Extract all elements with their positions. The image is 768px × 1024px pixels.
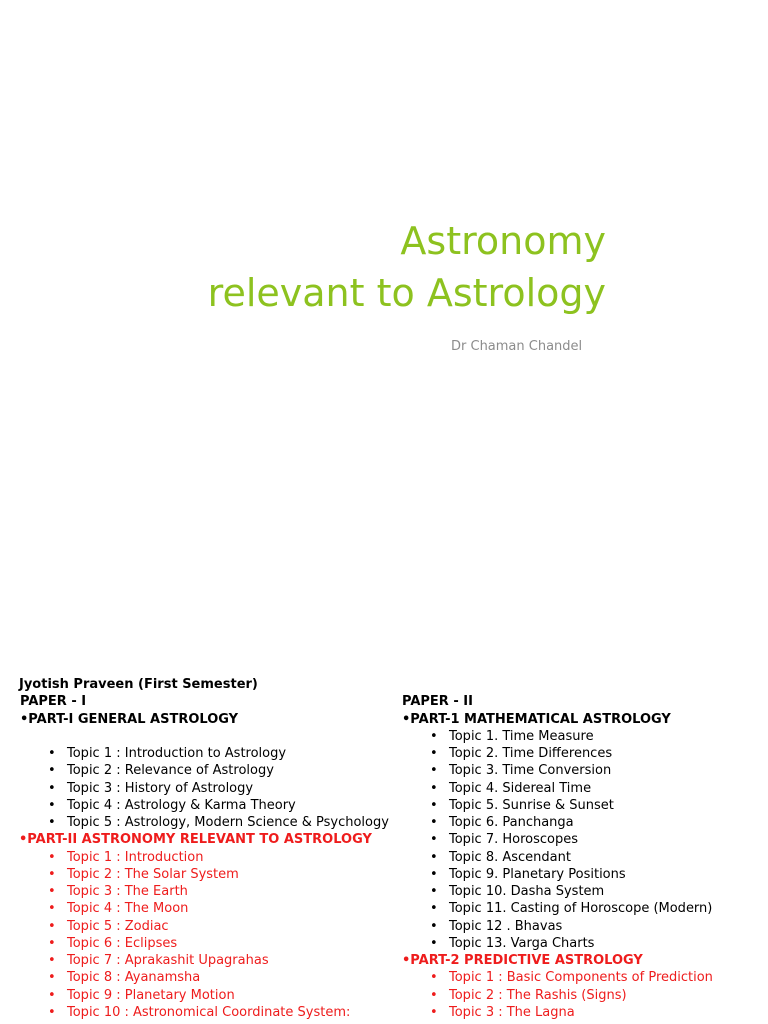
list-item — [19, 935, 389, 952]
list-item — [402, 883, 762, 900]
bullet-icon: • — [430, 849, 438, 865]
topic-label: Topic 6 : Eclipses — [67, 935, 178, 951]
list-item — [19, 866, 389, 883]
course-title: Jyotish Praveen (First Semester) — [19, 677, 258, 692]
bullet-icon: • — [430, 884, 438, 899]
topic-label: Topic 2 : The Solar System — [67, 866, 239, 882]
list-item — [402, 814, 762, 831]
topic-label: Topic 6. Panchanga — [449, 815, 574, 830]
list-item — [402, 797, 762, 814]
paper-1-part-1-topics — [19, 745, 389, 831]
syllabus-slide — [0, 676, 768, 1024]
bullet-icon: • — [48, 970, 56, 986]
list-item — [19, 780, 389, 797]
bullet-icon: • — [48, 901, 56, 917]
paper-1-heading: PAPER - I — [20, 694, 87, 710]
list-item — [402, 935, 762, 952]
bullet-icon: • — [48, 935, 56, 951]
paper-1-part-2-topics — [19, 849, 389, 1022]
topic-label: Topic 11. Casting of Horoscope (Modern) — [449, 901, 713, 917]
topic-label: Topic 2 : Relevance of Astrology — [67, 763, 274, 779]
paper-1-part-1-heading: •PART-I GENERAL ASTROLOGY — [20, 711, 239, 727]
paper-1-column — [19, 676, 389, 1021]
bullet-icon: • — [48, 953, 56, 968]
list-item — [402, 987, 762, 1004]
topic-label: Topic 2 : The Rashis (Signs) — [449, 987, 627, 1003]
spacer — [402, 676, 762, 693]
topic-label: Topic 5 : Astrology, Modern Science & Psychology — [67, 815, 389, 830]
paper-2-part-2-topics — [402, 969, 762, 1021]
list-item — [402, 728, 762, 745]
bullet-icon: • — [430, 1004, 438, 1020]
topic-label: Topic 13. Varga Charts — [449, 935, 595, 951]
list-item — [402, 849, 762, 866]
list-item — [19, 814, 389, 831]
paper-2-part-2-heading: •PART-2 PREDICTIVE ASTROLOGY — [402, 953, 643, 968]
bullet-icon: • — [430, 987, 438, 1003]
paper-2-part-1-topics — [402, 728, 762, 952]
topic-label: Topic 5 : Zodiac — [67, 918, 169, 934]
title-line-2: relevant to Astrology — [207, 271, 606, 315]
bullet-icon: • — [430, 797, 438, 813]
bullet-icon: • — [48, 866, 56, 882]
list-item — [19, 969, 389, 986]
list-item — [402, 918, 762, 935]
list-item — [402, 745, 762, 762]
bullet-icon: • — [430, 832, 438, 848]
bullet-icon: • — [48, 918, 56, 934]
list-item — [19, 797, 389, 814]
bullet-icon: • — [48, 987, 56, 1003]
bullet-icon: • — [430, 815, 438, 830]
topic-label: Topic 4 : The Moon — [67, 901, 189, 917]
topic-label: Topic 1 : Introduction — [67, 849, 204, 865]
author-name: Dr Chaman Chandel — [451, 339, 583, 354]
list-item — [19, 900, 389, 917]
topic-label: Topic 2. Time Differences — [449, 746, 613, 761]
title-line-1: Astronomy — [400, 219, 606, 263]
bullet-icon: • — [48, 815, 56, 830]
bullet-icon: • — [48, 884, 56, 899]
bullet-icon: • — [430, 901, 438, 917]
bullet-icon: • — [430, 746, 438, 761]
topic-label: Topic 1 : Basic Components of Prediction — [449, 970, 713, 986]
bullet-icon: • — [430, 935, 438, 951]
topic-label: Topic 3 : History of Astrology — [67, 780, 254, 796]
list-item — [19, 849, 389, 866]
list-item — [402, 969, 762, 986]
list-item — [402, 1004, 762, 1021]
topic-label: Topic 3 : The Lagna — [449, 1004, 575, 1020]
bullet-icon: • — [430, 918, 438, 934]
topic-label: Topic 4. Sidereal Time — [449, 780, 592, 796]
list-item — [19, 1004, 389, 1021]
topic-label: Topic 4 : Astrology & Karma Theory — [67, 797, 296, 813]
list-item — [402, 900, 762, 917]
list-item — [19, 952, 389, 969]
topic-label: Topic 7 : Aprakashit Upagrahas — [67, 953, 269, 968]
paper-2-column — [402, 676, 762, 1021]
topic-label: Topic 3 : The Earth — [67, 884, 188, 899]
topic-label: Topic 10 : Astronomical Coordinate System: — [67, 1004, 351, 1020]
list-item — [19, 883, 389, 900]
topic-label: Topic 10. Dasha System — [449, 884, 605, 899]
list-item — [19, 745, 389, 762]
topic-label: Topic 9 : Planetary Motion — [67, 987, 235, 1003]
topic-label: Topic 1. Time Measure — [449, 728, 594, 744]
topic-label: Topic 8. Ascendant — [449, 849, 571, 865]
bullet-icon: • — [430, 866, 438, 882]
list-item — [402, 831, 762, 848]
bullet-icon: • — [430, 728, 438, 744]
bullet-icon: • — [430, 970, 438, 986]
bullet-icon: • — [430, 780, 438, 796]
paper-2-part-1-heading: •PART-1 MATHEMATICAL ASTROLOGY — [402, 711, 671, 727]
topic-label: Topic 1 : Introduction to Astrology — [67, 746, 287, 761]
bullet-icon: • — [48, 763, 56, 779]
list-item — [19, 918, 389, 935]
topic-label: Topic 9. Planetary Positions — [449, 866, 626, 882]
bullet-icon: • — [48, 780, 56, 796]
list-item — [402, 866, 762, 883]
topic-label: Topic 7. Horoscopes — [449, 832, 579, 848]
bullet-icon: • — [48, 849, 56, 865]
list-item — [402, 762, 762, 779]
topic-label: Topic 8 : Ayanamsha — [67, 970, 201, 986]
topic-label: Topic 5. Sunrise & Sunset — [449, 797, 614, 813]
bullet-icon: • — [430, 763, 438, 779]
bullet-icon: • — [48, 746, 56, 761]
paper-2-heading: PAPER - II — [402, 694, 473, 710]
list-item — [402, 780, 762, 797]
list-item — [19, 987, 389, 1004]
bullet-icon: • — [48, 1004, 56, 1020]
spacer — [19, 728, 389, 745]
topic-label: Topic 12 . Bhavas — [449, 918, 563, 934]
list-item — [19, 762, 389, 779]
paper-1-part-2-heading: •PART-II ASTRONOMY RELEVANT TO ASTROLOGY — [19, 832, 372, 848]
topic-label: Topic 3. Time Conversion — [449, 763, 612, 779]
bullet-icon: • — [48, 797, 56, 813]
